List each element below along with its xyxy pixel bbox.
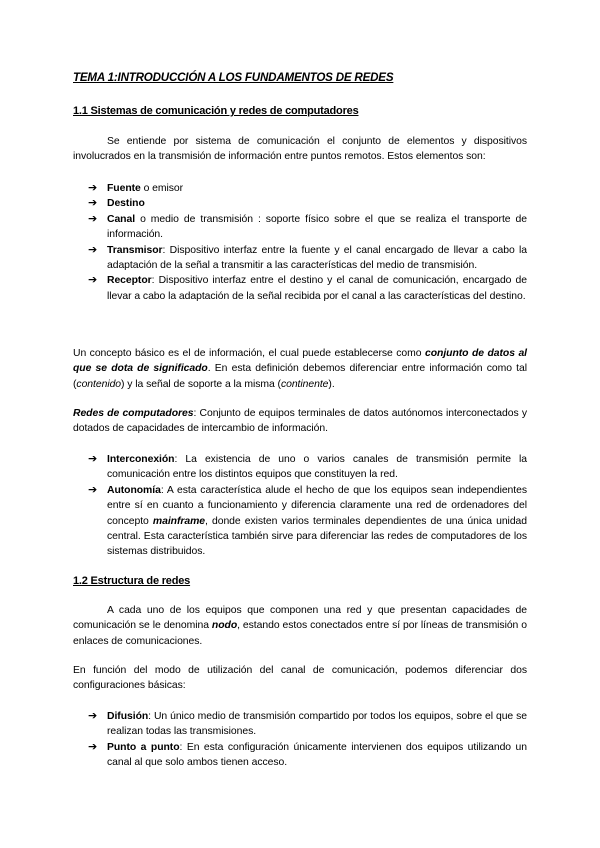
arrow-bullet-icon: ➔ xyxy=(88,182,98,194)
arrow-bullet-icon: ➔ xyxy=(88,483,98,496)
arrow-bullet-icon: ➔ xyxy=(88,710,98,722)
arrow-bullet-icon: ➔ xyxy=(88,740,98,753)
arrow-bullet-icon: ➔ xyxy=(88,453,98,465)
arrow-bullet-icon: ➔ xyxy=(88,243,98,256)
term: Transmisor xyxy=(107,244,163,256)
list-item xyxy=(0,273,527,304)
list-item xyxy=(0,452,527,483)
term: Receptor xyxy=(107,275,152,287)
emphasis: contenido xyxy=(76,378,122,390)
term-text: : Dispositivo interfaz entre el destino y el canal de comunicación, encargado de llevar a cabo la adaptación de la señal recibida por el canal a las características del destino. xyxy=(107,275,527,302)
text-run: Un concepto básico es el de información, el cual puede establecerse como xyxy=(73,348,425,359)
arrow-bullet-icon: ➔ xyxy=(88,197,98,210)
section-heading-1-1: 1.1 Sistemas de comunicación y redes de computadores xyxy=(73,105,359,117)
term-text: : Un único medio de transmisión compartido por todos los equipos, sobre el que se realizan todas las transmisiones. xyxy=(107,711,527,738)
list-item xyxy=(0,196,527,211)
emphasis: mainframe xyxy=(152,515,206,527)
list-item xyxy=(0,212,527,243)
term: Canal xyxy=(107,213,136,225)
list-item xyxy=(0,243,527,274)
term-text: : Dispositivo interfaz entre la fuente y el canal encargado de llevar a cabo la adaptación de la señal a transmitir a las características del medio de transmisión. xyxy=(107,244,527,272)
modes-intro-paragraph: En función del modo de utilización del canal de comunicación, podemos diferenciar dos configuraciones básicas: xyxy=(73,665,527,692)
list-item xyxy=(0,483,527,560)
term: Interconexión xyxy=(107,454,175,465)
term-text: , donde existen varios terminales dependientes de una única unidad central. Esta característica también sirve para diferenciar las redes de computadores de los sistemas distribuidos. xyxy=(107,515,527,558)
term: Punto a punto xyxy=(107,741,180,753)
emphasis: conjunto de datos al que se dota de significado xyxy=(73,348,528,375)
section-1-1-intro: Se entiende por sistema de comunicación el conjunto de elementos y dispositivos involucrados en la transmisión de información entre puntos remotos. Estos elementos son: xyxy=(73,136,527,163)
text-run: : Conjunto de equipos terminales de datos autónomos interconectados y dotados de capacidades de intercambio de información. xyxy=(73,408,527,435)
text-run: ) y la señal de soporte a la misma ( xyxy=(121,378,281,390)
term: Autonomía xyxy=(107,484,161,496)
term-text: : En esta configuración únicamente intervienen dos equipos utilizando un canal al que solo ambos tienen acceso. xyxy=(107,741,527,769)
elements-list xyxy=(0,181,527,304)
properties-list xyxy=(0,452,527,560)
list-item xyxy=(0,740,527,771)
term-text: o medio de transmisión : soporte físico sobre el que se realiza el transporte de información. xyxy=(107,213,527,241)
term: Fuente xyxy=(107,183,141,194)
term: Redes de computadores xyxy=(73,408,194,419)
term-text: : La existencia de uno o varios canales de transmisión permite la comunicación entre los distintos equipos que constituyen la red. xyxy=(107,454,527,481)
term-text: : A esta característica alude el hecho de que los equipos sean independientes entre sí en cuanto a funcionamiento y diferencia claramente una red de ordenadores del concepto xyxy=(107,484,527,527)
text-run: ). xyxy=(328,378,335,390)
text-run: A cada uno de los equipos que componen una red y que presentan capacidades de comunicación se le denomina xyxy=(73,605,527,632)
term-text: o emisor xyxy=(140,183,184,194)
term: Difusión xyxy=(107,711,149,722)
list-item xyxy=(0,709,527,740)
term: Destino xyxy=(107,198,145,210)
section-1-2-intro xyxy=(73,603,527,649)
document-title: TEMA 1:INTRODUCCIÓN A LOS FUNDAMENTOS DE REDES xyxy=(73,71,394,84)
text-run: . En esta definición debemos diferenciar entre información como tal ( xyxy=(73,363,527,390)
list-item xyxy=(0,181,527,196)
text-run: , estando estos conectados entre sí por líneas de transmisión o enlaces de comunicaciones. xyxy=(73,620,527,647)
arrow-bullet-icon: ➔ xyxy=(88,212,98,225)
modes-list xyxy=(0,709,527,771)
section-heading-1-2: 1.2 Estructura de redes xyxy=(73,575,191,587)
redes-definition-paragraph xyxy=(73,406,527,437)
information-concept-paragraph xyxy=(73,346,527,392)
emphasis: continente xyxy=(280,378,329,390)
emphasis: nodo xyxy=(211,620,238,632)
arrow-bullet-icon: ➔ xyxy=(88,274,98,287)
